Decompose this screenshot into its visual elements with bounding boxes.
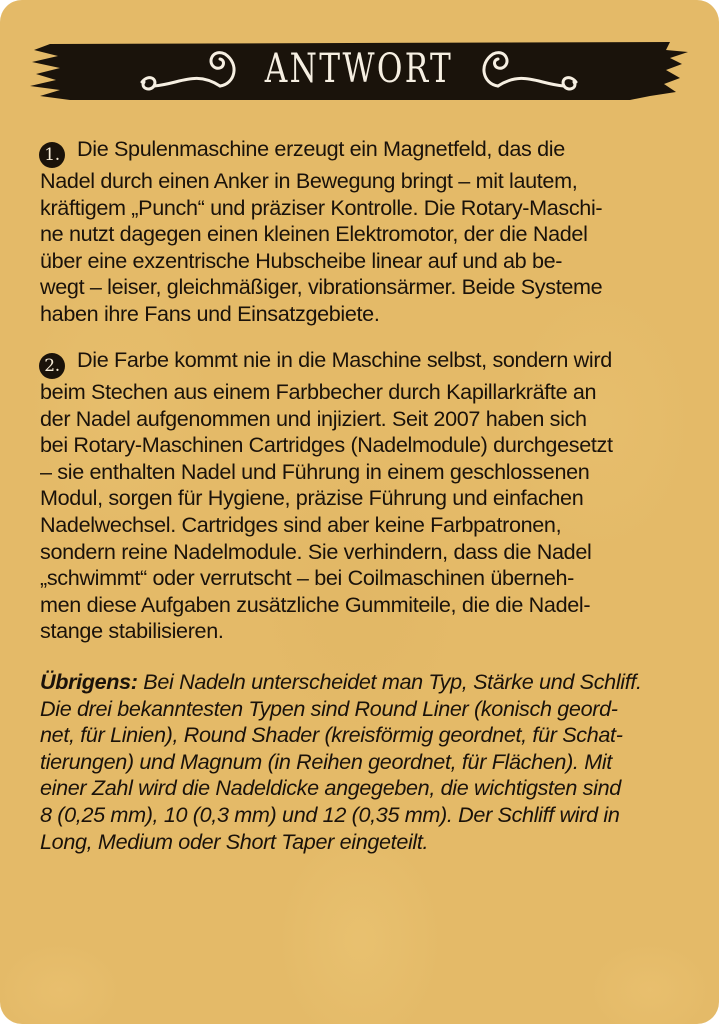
text-line: tierungen) und Magnum (in Reihen geordnet, für Flächen). Mit: [40, 748, 612, 774]
text-line: 1. Die Spulenmaschine erzeugt ein Magnetfeld, das die: [40, 136, 704, 168]
text-line: wegt – leiser, gleichmäßiger, vibrationsärmer. Beide Systeme: [40, 274, 603, 300]
text-line: „schwimmt“ oder verrutscht – bei Coilmaschinen überneh-: [40, 565, 575, 591]
number-badge-2: 2.: [39, 353, 65, 379]
text-line: kräftigem „Punch“ und präziser Kontrolle. Die Rotary-Maschi-: [40, 194, 603, 220]
text-line: der Nadel aufgenommen und injiziert. Seit 2007 haben sich: [40, 405, 587, 431]
text-line: 2. Die Farbe kommt nie in die Maschine selbst, sondern wird: [40, 347, 704, 379]
text-line: Nadelwechsel. Cartridges sind aber keine Farbpatronen,: [40, 511, 562, 537]
title-banner: [30, 34, 688, 104]
text-line: bei Rotary-Maschinen Cartridges (Nadelmodule) durchgesetzt: [40, 432, 613, 458]
text-line: haben ihre Fans und Einsatzgebiete.: [40, 300, 380, 326]
text-line: Long, Medium oder Short Taper eingeteilt.: [40, 828, 429, 854]
text-line: – sie enthalten Nadel und Führung in einem geschlossenen: [40, 458, 590, 484]
note-paragraph: [40, 669, 704, 855]
text-line: 8 (0,25 mm), 10 (0,3 mm) und 12 (0,35 mm). Der Schliff wird in: [40, 801, 620, 827]
page-title: ANTWORT: [264, 46, 454, 92]
text-line: stange stabilisieren.: [40, 618, 224, 644]
note-label: Übrigens:: [40, 669, 138, 694]
answer-2: [40, 347, 704, 645]
text-line: über eine exzentrische Hubscheibe linear auf und ab be-: [40, 247, 563, 273]
text-line: men diese Aufgaben zusätzliche Gummiteile, die die Nadel-: [40, 591, 591, 617]
text-line: net, für Linien), Round Shader (kreisförmig geordnet, für Schat-: [40, 722, 623, 748]
answer-1: [40, 136, 704, 328]
text-line: beim Stechen aus einem Farbbecher durch Kapillarkräfte an: [40, 379, 597, 404]
text-line: ne nutzt dagegen einen kleinen Elektromotor, der die Nadel: [40, 221, 588, 247]
number-badge-1: 1.: [39, 142, 65, 168]
text-line: sondern reine Nadelmodule. Sie verhindern, dass die Nadel: [40, 538, 592, 564]
text-line: einer Zahl wird die Nadeldicke angegeben, die wichtigsten sind: [40, 775, 621, 801]
text-line: Übrigens: Bei Nadeln unterscheidet man Typ, Stärke und Schliff.: [40, 669, 642, 694]
text-line: Modul, sorgen für Hygiene, präzise Führung und einfachen: [40, 485, 584, 511]
text-line: Nadel durch einen Anker in Bewegung bringt – mit lautem,: [40, 168, 578, 193]
text-line: Die drei bekanntesten Typen sind Round Liner (konisch geord-: [40, 695, 618, 721]
